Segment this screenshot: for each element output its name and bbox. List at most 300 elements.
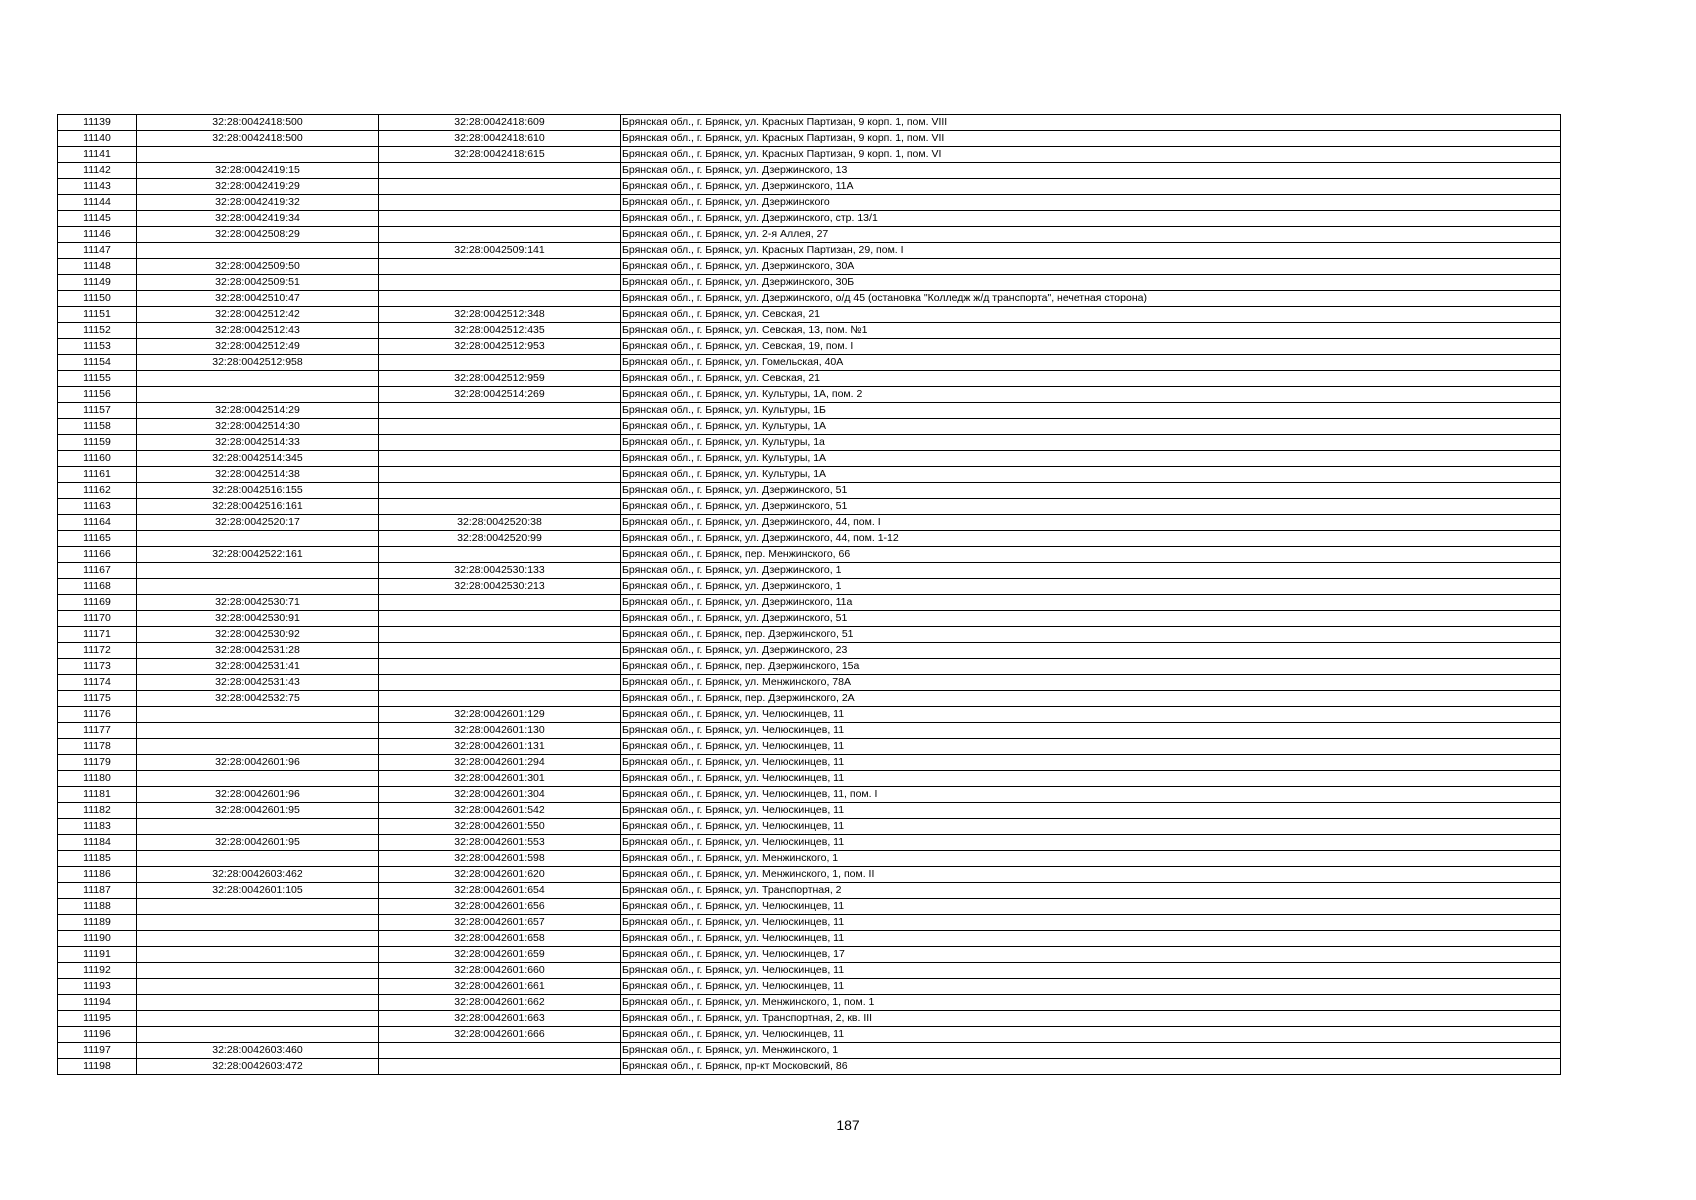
building-cadastral-number-cell: [379, 611, 621, 627]
row-number-cell: 11143: [58, 179, 137, 195]
address-cell: Брянская обл., г. Брянск, ул. Дзержинского, 51: [621, 611, 1561, 627]
row-number-cell: 11139: [58, 115, 137, 131]
table-row: [58, 883, 1561, 899]
address-cell: Брянская обл., г. Брянск, ул. Севская, 21: [621, 371, 1561, 387]
address-cell: Брянская обл., г. Брянск, ул. Дзержинского, 51: [621, 483, 1561, 499]
land-cadastral-number-cell: 32:28:0042509:50: [137, 259, 379, 275]
address-cell: Брянская обл., г. Брянск, ул. Челюскинцев, 17: [621, 947, 1561, 963]
row-number-cell: 11181: [58, 787, 137, 803]
land-cadastral-number-cell: 32:28:0042419:32: [137, 195, 379, 211]
land-cadastral-number-cell: [137, 771, 379, 787]
table-row: [58, 979, 1561, 995]
building-cadastral-number-cell: 32:28:0042514:269: [379, 387, 621, 403]
building-cadastral-number-cell: [379, 595, 621, 611]
address-cell: Брянская обл., г. Брянск, ул. 2-я Аллея, 27: [621, 227, 1561, 243]
table-row: [58, 931, 1561, 947]
address-cell: Брянская обл., г. Брянск, ул. Красных Партизан, 9 корп. 1, пом. VIII: [621, 115, 1561, 131]
building-cadastral-number-cell: 32:28:0042601:658: [379, 931, 621, 947]
row-number-cell: 11187: [58, 883, 137, 899]
row-number-cell: 11195: [58, 1011, 137, 1027]
land-cadastral-number-cell: 32:28:0042509:51: [137, 275, 379, 291]
table-row: [58, 787, 1561, 803]
land-cadastral-number-cell: [137, 563, 379, 579]
row-number-cell: 11192: [58, 963, 137, 979]
land-cadastral-number-cell: 32:28:0042418:500: [137, 115, 379, 131]
address-cell: Брянская обл., г. Брянск, ул. Транспортная, 2: [621, 883, 1561, 899]
table-row: [58, 1027, 1561, 1043]
address-cell: Брянская обл., г. Брянск, ул. Челюскинцев, 11: [621, 979, 1561, 995]
address-cell: Брянская обл., г. Брянск, ул. Дзержинского, 23: [621, 643, 1561, 659]
row-number-cell: 11191: [58, 947, 137, 963]
row-number-cell: 11176: [58, 707, 137, 723]
row-number-cell: 11180: [58, 771, 137, 787]
building-cadastral-number-cell: [379, 291, 621, 307]
building-cadastral-number-cell: 32:28:0042512:435: [379, 323, 621, 339]
address-cell: Брянская обл., г. Брянск, ул. Дзержинского, 1: [621, 563, 1561, 579]
land-cadastral-number-cell: 32:28:0042603:460: [137, 1043, 379, 1059]
address-cell: Брянская обл., г. Брянск, ул. Культуры, 1А: [621, 467, 1561, 483]
land-cadastral-number-cell: [137, 707, 379, 723]
table-row: [58, 771, 1561, 787]
building-cadastral-number-cell: [379, 691, 621, 707]
table-row: [58, 163, 1561, 179]
land-cadastral-number-cell: 32:28:0042514:38: [137, 467, 379, 483]
row-number-cell: 11144: [58, 195, 137, 211]
address-cell: Брянская обл., г. Брянск, ул. Челюскинцев, 11: [621, 899, 1561, 915]
building-cadastral-number-cell: 32:28:0042601:130: [379, 723, 621, 739]
table-row: [58, 291, 1561, 307]
building-cadastral-number-cell: [379, 659, 621, 675]
row-number-cell: 11147: [58, 243, 137, 259]
land-cadastral-number-cell: 32:28:0042516:161: [137, 499, 379, 515]
building-cadastral-number-cell: 32:28:0042601:294: [379, 755, 621, 771]
building-cadastral-number-cell: 32:28:0042509:141: [379, 243, 621, 259]
address-cell: Брянская обл., г. Брянск, ул. Менжинского, 78А: [621, 675, 1561, 691]
table-row: [58, 643, 1561, 659]
building-cadastral-number-cell: 32:28:0042601:662: [379, 995, 621, 1011]
row-number-cell: 11150: [58, 291, 137, 307]
address-cell: Брянская обл., г. Брянск, ул. Челюскинцев, 11: [621, 915, 1561, 931]
land-cadastral-number-cell: [137, 899, 379, 915]
land-cadastral-number-cell: [137, 1011, 379, 1027]
address-cell: Брянская обл., г. Брянск, ул. Челюскинцев, 11: [621, 963, 1561, 979]
address-cell: Брянская обл., г. Брянск, ул. Культуры, 1Б: [621, 403, 1561, 419]
row-number-cell: 11155: [58, 371, 137, 387]
address-cell: Брянская обл., г. Брянск, пр-кт Московский, 86: [621, 1059, 1561, 1075]
row-number-cell: 11179: [58, 755, 137, 771]
building-cadastral-number-cell: [379, 211, 621, 227]
row-number-cell: 11152: [58, 323, 137, 339]
address-cell: Брянская обл., г. Брянск, ул. Дзержинского: [621, 195, 1561, 211]
table-row: [58, 467, 1561, 483]
address-cell: Брянская обл., г. Брянск, ул. Культуры, 1А: [621, 451, 1561, 467]
building-cadastral-number-cell: [379, 451, 621, 467]
table-row: [58, 131, 1561, 147]
table-row: [58, 723, 1561, 739]
building-cadastral-number-cell: 32:28:0042512:953: [379, 339, 621, 355]
row-number-cell: 11172: [58, 643, 137, 659]
address-cell: Брянская обл., г. Брянск, ул. Менжинского, 1: [621, 1043, 1561, 1059]
table-row: [58, 275, 1561, 291]
table-row: [58, 851, 1561, 867]
table-row: [58, 419, 1561, 435]
land-cadastral-number-cell: 32:28:0042601:96: [137, 787, 379, 803]
building-cadastral-number-cell: [379, 403, 621, 419]
building-cadastral-number-cell: [379, 675, 621, 691]
building-cadastral-number-cell: [379, 259, 621, 275]
building-cadastral-number-cell: 32:28:0042601:666: [379, 1027, 621, 1043]
row-number-cell: 11188: [58, 899, 137, 915]
table-row: [58, 195, 1561, 211]
land-cadastral-number-cell: 32:28:0042601:95: [137, 835, 379, 851]
building-cadastral-number-cell: 32:28:0042601:654: [379, 883, 621, 899]
building-cadastral-number-cell: [379, 179, 621, 195]
address-cell: Брянская обл., г. Брянск, ул. Челюскинцев, 11: [621, 739, 1561, 755]
land-cadastral-number-cell: [137, 1027, 379, 1043]
address-cell: Брянская обл., г. Брянск, ул. Челюскинцев, 11: [621, 707, 1561, 723]
address-cell: Брянская обл., г. Брянск, ул. Дзержинского, 30А: [621, 259, 1561, 275]
building-cadastral-number-cell: 32:28:0042601:129: [379, 707, 621, 723]
land-cadastral-number-cell: 32:28:0042603:472: [137, 1059, 379, 1075]
building-cadastral-number-cell: 32:28:0042520:99: [379, 531, 621, 547]
building-cadastral-number-cell: 32:28:0042601:542: [379, 803, 621, 819]
row-number-cell: 11170: [58, 611, 137, 627]
address-cell: Брянская обл., г. Брянск, ул. Гомельская, 40А: [621, 355, 1561, 371]
land-cadastral-number-cell: 32:28:0042516:155: [137, 483, 379, 499]
building-cadastral-number-cell: [379, 643, 621, 659]
building-cadastral-number-cell: 32:28:0042601:659: [379, 947, 621, 963]
table-row: [58, 371, 1561, 387]
row-number-cell: 11151: [58, 307, 137, 323]
row-number-cell: 11177: [58, 723, 137, 739]
land-cadastral-number-cell: [137, 931, 379, 947]
table-row: [58, 387, 1561, 403]
building-cadastral-number-cell: [379, 467, 621, 483]
table-row: [58, 691, 1561, 707]
land-cadastral-number-cell: 32:28:0042512:49: [137, 339, 379, 355]
building-cadastral-number-cell: 32:28:0042601:304: [379, 787, 621, 803]
building-cadastral-number-cell: 32:28:0042418:615: [379, 147, 621, 163]
address-cell: Брянская обл., г. Брянск, ул. Челюскинцев, 11: [621, 1027, 1561, 1043]
address-cell: Брянская обл., г. Брянск, ул. Челюскинцев, 11, пом. I: [621, 787, 1561, 803]
table-row: [58, 659, 1561, 675]
address-cell: Брянская обл., г. Брянск, ул. Транспортная, 2, кв. III: [621, 1011, 1561, 1027]
land-cadastral-number-cell: 32:28:0042512:42: [137, 307, 379, 323]
table-row: [58, 915, 1561, 931]
building-cadastral-number-cell: 32:28:0042601:131: [379, 739, 621, 755]
table-row: [58, 227, 1561, 243]
address-cell: Брянская обл., г. Брянск, ул. Дзержинского, 51: [621, 499, 1561, 515]
row-number-cell: 11171: [58, 627, 137, 643]
table-row: [58, 835, 1561, 851]
building-cadastral-number-cell: [379, 163, 621, 179]
building-cadastral-number-cell: [379, 195, 621, 211]
building-cadastral-number-cell: 32:28:0042601:657: [379, 915, 621, 931]
land-cadastral-number-cell: 32:28:0042512:958: [137, 355, 379, 371]
row-number-cell: 11164: [58, 515, 137, 531]
land-cadastral-number-cell: [137, 819, 379, 835]
building-cadastral-number-cell: [379, 483, 621, 499]
row-number-cell: 11145: [58, 211, 137, 227]
building-cadastral-number-cell: 32:28:0042530:133: [379, 563, 621, 579]
address-cell: Брянская обл., г. Брянск, пер. Дзержинского, 15а: [621, 659, 1561, 675]
building-cadastral-number-cell: 32:28:0042601:656: [379, 899, 621, 915]
land-cadastral-number-cell: 32:28:0042530:71: [137, 595, 379, 611]
building-cadastral-number-cell: 32:28:0042512:348: [379, 307, 621, 323]
building-cadastral-number-cell: 32:28:0042601:553: [379, 835, 621, 851]
row-number-cell: 11148: [58, 259, 137, 275]
row-number-cell: 11168: [58, 579, 137, 595]
address-cell: Брянская обл., г. Брянск, ул. Севская, 19, пом. I: [621, 339, 1561, 355]
building-cadastral-number-cell: [379, 275, 621, 291]
land-cadastral-number-cell: [137, 979, 379, 995]
row-number-cell: 11146: [58, 227, 137, 243]
building-cadastral-number-cell: [379, 1043, 621, 1059]
row-number-cell: 11162: [58, 483, 137, 499]
land-cadastral-number-cell: 32:28:0042508:29: [137, 227, 379, 243]
table-row: [58, 515, 1561, 531]
land-cadastral-number-cell: [137, 387, 379, 403]
building-cadastral-number-cell: [379, 227, 621, 243]
address-cell: Брянская обл., г. Брянск, ул. Культуры, 1А, пом. 2: [621, 387, 1561, 403]
table-row: [58, 179, 1561, 195]
land-cadastral-number-cell: 32:28:0042514:33: [137, 435, 379, 451]
row-number-cell: 11178: [58, 739, 137, 755]
building-cadastral-number-cell: 32:28:0042601:663: [379, 1011, 621, 1027]
table-row: [58, 995, 1561, 1011]
row-number-cell: 11184: [58, 835, 137, 851]
building-cadastral-number-cell: 32:28:0042601:301: [379, 771, 621, 787]
land-cadastral-number-cell: [137, 723, 379, 739]
land-cadastral-number-cell: 32:28:0042510:47: [137, 291, 379, 307]
table-row: [58, 307, 1561, 323]
address-cell: Брянская обл., г. Брянск, ул. Дзержинского, 44, пом. I: [621, 515, 1561, 531]
land-cadastral-number-cell: 32:28:0042522:161: [137, 547, 379, 563]
address-cell: Брянская обл., г. Брянск, ул. Менжинского, 1, пом. 1: [621, 995, 1561, 1011]
land-cadastral-number-cell: [137, 963, 379, 979]
building-cadastral-number-cell: [379, 435, 621, 451]
row-number-cell: 11194: [58, 995, 137, 1011]
row-number-cell: 11160: [58, 451, 137, 467]
row-number-cell: 11175: [58, 691, 137, 707]
land-cadastral-number-cell: 32:28:0042601:96: [137, 755, 379, 771]
land-cadastral-number-cell: [137, 915, 379, 931]
table-row: [58, 675, 1561, 691]
registry-table: [57, 114, 1561, 1075]
table-row: [58, 531, 1561, 547]
address-cell: Брянская обл., г. Брянск, ул. Дзержинского, стр. 13/1: [621, 211, 1561, 227]
table-row: [58, 611, 1561, 627]
registry-table-body: [58, 115, 1561, 1075]
address-cell: Брянская обл., г. Брянск, ул. Красных Партизан, 29, пом. I: [621, 243, 1561, 259]
row-number-cell: 11182: [58, 803, 137, 819]
address-cell: Брянская обл., г. Брянск, пер. Менжинского, 66: [621, 547, 1561, 563]
building-cadastral-number-cell: 32:28:0042601:550: [379, 819, 621, 835]
table-row: [58, 243, 1561, 259]
row-number-cell: 11154: [58, 355, 137, 371]
table-row: [58, 1043, 1561, 1059]
address-cell: Брянская обл., г. Брянск, ул. Дзержинского, 30Б: [621, 275, 1561, 291]
building-cadastral-number-cell: [379, 1059, 621, 1075]
address-cell: Брянская обл., г. Брянск, пер. Дзержинского, 51: [621, 627, 1561, 643]
row-number-cell: 11196: [58, 1027, 137, 1043]
land-cadastral-number-cell: [137, 579, 379, 595]
building-cadastral-number-cell: [379, 499, 621, 515]
table-row: [58, 147, 1561, 163]
land-cadastral-number-cell: [137, 739, 379, 755]
row-number-cell: 11153: [58, 339, 137, 355]
row-number-cell: 11141: [58, 147, 137, 163]
table-row: [58, 451, 1561, 467]
address-cell: Брянская обл., г. Брянск, ул. Дзержинского, 44, пом. 1-12: [621, 531, 1561, 547]
table-row: [58, 211, 1561, 227]
land-cadastral-number-cell: 32:28:0042603:462: [137, 867, 379, 883]
land-cadastral-number-cell: 32:28:0042531:43: [137, 675, 379, 691]
building-cadastral-number-cell: 32:28:0042418:609: [379, 115, 621, 131]
row-number-cell: 11190: [58, 931, 137, 947]
address-cell: Брянская обл., г. Брянск, ул. Севская, 21: [621, 307, 1561, 323]
row-number-cell: 11165: [58, 531, 137, 547]
row-number-cell: 11140: [58, 131, 137, 147]
table-row: [58, 627, 1561, 643]
address-cell: Брянская обл., г. Брянск, ул. Дзержинского, о/д 45 (остановка "Колледж ж/д транспорта", нечетная сторона): [621, 291, 1561, 307]
building-cadastral-number-cell: 32:28:0042512:959: [379, 371, 621, 387]
building-cadastral-number-cell: 32:28:0042601:598: [379, 851, 621, 867]
row-number-cell: 11183: [58, 819, 137, 835]
address-cell: Брянская обл., г. Брянск, ул. Менжинского, 1, пом. II: [621, 867, 1561, 883]
address-cell: Брянская обл., г. Брянск, ул. Челюскинцев, 11: [621, 771, 1561, 787]
land-cadastral-number-cell: [137, 947, 379, 963]
table-row: [58, 963, 1561, 979]
address-cell: Брянская обл., г. Брянск, ул. Дзержинского, 11А: [621, 179, 1561, 195]
table-row: [58, 579, 1561, 595]
row-number-cell: 11161: [58, 467, 137, 483]
table-row: [58, 259, 1561, 275]
address-cell: Брянская обл., г. Брянск, ул. Челюскинцев, 11: [621, 835, 1561, 851]
land-cadastral-number-cell: [137, 531, 379, 547]
building-cadastral-number-cell: 32:28:0042601:661: [379, 979, 621, 995]
address-cell: Брянская обл., г. Брянск, пер. Дзержинского, 2А: [621, 691, 1561, 707]
table-row: [58, 739, 1561, 755]
land-cadastral-number-cell: [137, 995, 379, 1011]
table-row: [58, 819, 1561, 835]
land-cadastral-number-cell: [137, 851, 379, 867]
table-row: [58, 595, 1561, 611]
land-cadastral-number-cell: 32:28:0042514:29: [137, 403, 379, 419]
table-row: [58, 339, 1561, 355]
building-cadastral-number-cell: 32:28:0042418:610: [379, 131, 621, 147]
table-row: [58, 435, 1561, 451]
land-cadastral-number-cell: 32:28:0042530:91: [137, 611, 379, 627]
row-number-cell: 11189: [58, 915, 137, 931]
row-number-cell: 11186: [58, 867, 137, 883]
address-cell: Брянская обл., г. Брянск, ул. Дзержинского, 11а: [621, 595, 1561, 611]
row-number-cell: 11174: [58, 675, 137, 691]
table-row: [58, 403, 1561, 419]
land-cadastral-number-cell: 32:28:0042601:105: [137, 883, 379, 899]
row-number-cell: 11163: [58, 499, 137, 515]
land-cadastral-number-cell: 32:28:0042419:15: [137, 163, 379, 179]
table-row: [58, 115, 1561, 131]
land-cadastral-number-cell: [137, 371, 379, 387]
table-row: [58, 803, 1561, 819]
address-cell: Брянская обл., г. Брянск, ул. Дзержинского, 1: [621, 579, 1561, 595]
row-number-cell: 11197: [58, 1043, 137, 1059]
building-cadastral-number-cell: [379, 547, 621, 563]
land-cadastral-number-cell: [137, 243, 379, 259]
table-row: [58, 563, 1561, 579]
row-number-cell: 11157: [58, 403, 137, 419]
address-cell: Брянская обл., г. Брянск, ул. Красных Партизан, 9 корп. 1, пом. VII: [621, 131, 1561, 147]
table-row: [58, 755, 1561, 771]
address-cell: Брянская обл., г. Брянск, ул. Красных Партизан, 9 корп. 1, пом. VI: [621, 147, 1561, 163]
address-cell: Брянская обл., г. Брянск, ул. Культуры, 1а: [621, 435, 1561, 451]
page-number: 187: [836, 1117, 860, 1133]
table-row: [58, 947, 1561, 963]
row-number-cell: 11198: [58, 1059, 137, 1075]
table-row: [58, 1011, 1561, 1027]
address-cell: Брянская обл., г. Брянск, ул. Челюскинцев, 11: [621, 755, 1561, 771]
row-number-cell: 11173: [58, 659, 137, 675]
land-cadastral-number-cell: 32:28:0042531:41: [137, 659, 379, 675]
building-cadastral-number-cell: 32:28:0042601:620: [379, 867, 621, 883]
row-number-cell: 11185: [58, 851, 137, 867]
row-number-cell: 11166: [58, 547, 137, 563]
building-cadastral-number-cell: [379, 419, 621, 435]
land-cadastral-number-cell: 32:28:0042512:43: [137, 323, 379, 339]
table-row: [58, 547, 1561, 563]
land-cadastral-number-cell: 32:28:0042530:92: [137, 627, 379, 643]
address-cell: Брянская обл., г. Брянск, ул. Севская, 13, пом. №1: [621, 323, 1561, 339]
table-row: [58, 899, 1561, 915]
row-number-cell: 11149: [58, 275, 137, 291]
land-cadastral-number-cell: 32:28:0042418:500: [137, 131, 379, 147]
land-cadastral-number-cell: 32:28:0042514:30: [137, 419, 379, 435]
land-cadastral-number-cell: 32:28:0042601:95: [137, 803, 379, 819]
land-cadastral-number-cell: 32:28:0042419:29: [137, 179, 379, 195]
building-cadastral-number-cell: [379, 627, 621, 643]
table-row: [58, 323, 1561, 339]
address-cell: Брянская обл., г. Брянск, ул. Челюскинцев, 11: [621, 931, 1561, 947]
address-cell: Брянская обл., г. Брянск, ул. Челюскинцев, 11: [621, 819, 1561, 835]
land-cadastral-number-cell: 32:28:0042419:34: [137, 211, 379, 227]
land-cadastral-number-cell: [137, 147, 379, 163]
building-cadastral-number-cell: 32:28:0042520:38: [379, 515, 621, 531]
table-row: [58, 355, 1561, 371]
building-cadastral-number-cell: 32:28:0042601:660: [379, 963, 621, 979]
land-cadastral-number-cell: 32:28:0042520:17: [137, 515, 379, 531]
row-number-cell: 11158: [58, 419, 137, 435]
land-cadastral-number-cell: 32:28:0042531:28: [137, 643, 379, 659]
address-cell: Брянская обл., г. Брянск, ул. Культуры, 1А: [621, 419, 1561, 435]
address-cell: Брянская обл., г. Брянск, ул. Менжинского, 1: [621, 851, 1561, 867]
table-row: [58, 867, 1561, 883]
address-cell: Брянская обл., г. Брянск, ул. Челюскинцев, 11: [621, 803, 1561, 819]
row-number-cell: 11159: [58, 435, 137, 451]
row-number-cell: 11142: [58, 163, 137, 179]
land-cadastral-number-cell: 32:28:0042532:75: [137, 691, 379, 707]
building-cadastral-number-cell: [379, 355, 621, 371]
row-number-cell: 11169: [58, 595, 137, 611]
land-cadastral-number-cell: 32:28:0042514:345: [137, 451, 379, 467]
row-number-cell: 11156: [58, 387, 137, 403]
address-cell: Брянская обл., г. Брянск, ул. Челюскинцев, 11: [621, 723, 1561, 739]
building-cadastral-number-cell: 32:28:0042530:213: [379, 579, 621, 595]
table-row: [58, 499, 1561, 515]
row-number-cell: 11193: [58, 979, 137, 995]
table-row: [58, 707, 1561, 723]
table-row: [58, 483, 1561, 499]
